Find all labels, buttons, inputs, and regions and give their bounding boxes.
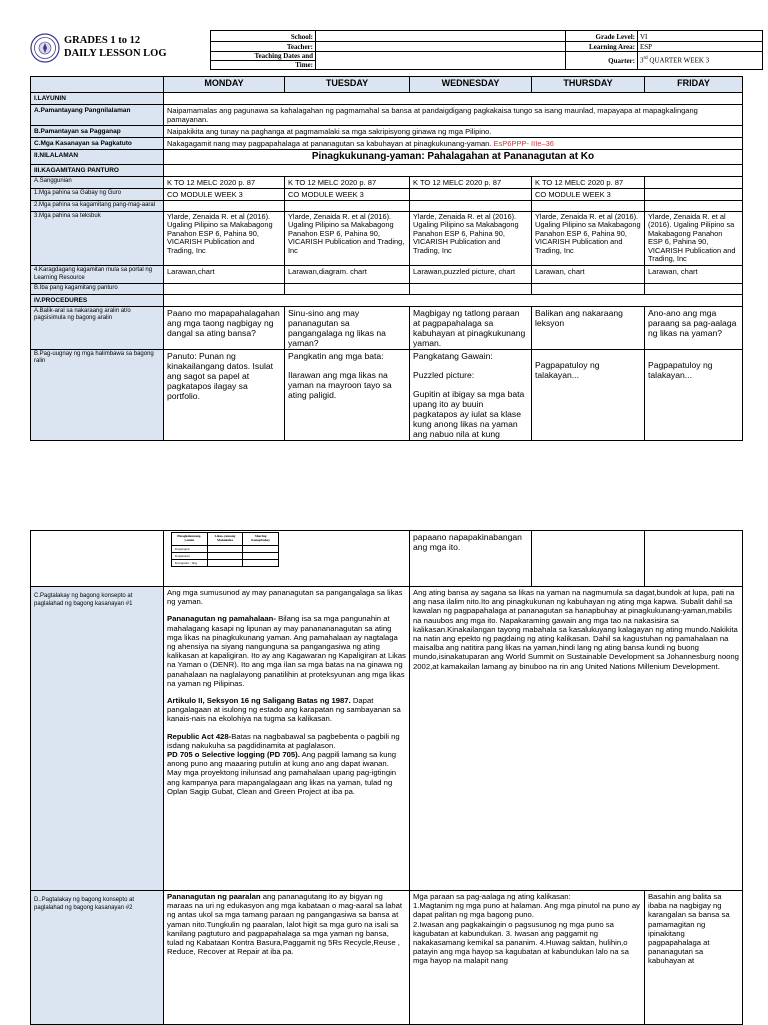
title-line-2: DAILY LESSON LOG <box>64 48 167 59</box>
lesson-table-continued <box>30 530 743 1025</box>
karagdagang-wed: Larawan,puzzled picture, chart <box>410 266 532 284</box>
pamantayang-label: A.Pamantayang Pangnilalaman <box>31 105 164 126</box>
dates-label: Teaching Dates and <box>211 52 316 61</box>
pag-uugnay-wed <box>410 349 532 440</box>
day-tuesday: TUESDAY <box>285 77 410 93</box>
grade-level-value: VI <box>638 31 763 42</box>
title-line-1: GRADES 1 to 12 <box>64 35 141 46</box>
pd-text: Ang pagpili lamang sa kung anong puno ang maaaring putulin at kung ano ang dapat iwanan. <box>167 750 397 769</box>
kasanayan-row <box>31 138 743 150</box>
school-label: School: <box>211 31 316 42</box>
sanggunian-thu: K TO 12 MELC 2020 p. 87 <box>532 177 645 189</box>
gabay-label: 1.Mga pahina sa Gabay ng Guro <box>31 189 164 201</box>
procedures-label: IV.PROCEDURES <box>31 294 164 306</box>
nilalaman-label: II.NILALAMAN <box>31 150 164 165</box>
day-thursday: THURSDAY <box>532 77 645 93</box>
page-two <box>0 530 768 1024</box>
iba-wed <box>410 284 532 295</box>
pagtalakay1-intro: Ang mga sumusunod ay may pananagutan sa pangangalaga sa likas ng yaman. <box>167 588 403 607</box>
mini-row-3: Karagatan / Ilog <box>172 560 208 567</box>
pamahalaan-title: Pananagutan ng pamahalaan- <box>167 614 276 624</box>
teacher-field <box>316 41 566 52</box>
page-gap <box>0 476 768 530</box>
procedures-row <box>31 294 743 306</box>
mag-aaral-label: 2.Mga pahina sa kagamitang pang-mag-aaral <box>31 201 164 212</box>
quarter-number: 3 <box>640 56 644 65</box>
document-title <box>64 34 167 60</box>
school-field <box>316 31 566 42</box>
gabay-fri <box>645 189 743 201</box>
balik-mon: Paano mo mapapahalagahan ang mga taong nagbigay ng dangal sa ating bansa? <box>164 306 285 349</box>
day-monday: MONDAY <box>164 77 285 93</box>
learning-area-label: Learning Area: <box>566 41 638 52</box>
karagdagang-thu: Larawan, chart <box>532 266 645 284</box>
balik-row <box>31 306 743 349</box>
nilalaman-topic: Pinagkukunang-yaman: Pahalagahan at Pananagutan at Ko <box>164 150 743 165</box>
balik-fri: Ano-ano ang mga paraang sa pag-aalaga ng likas na yaman? <box>645 306 743 349</box>
day-friday: FRIDAY <box>645 77 743 93</box>
header-info-grid <box>210 30 763 70</box>
header <box>30 30 742 72</box>
continued-label <box>31 531 164 587</box>
sanggunian-row <box>31 177 743 189</box>
sanggunian-mon: K TO 12 MELC 2020 p. 87 <box>164 177 285 189</box>
quarter-text: QUARTER WEEK 3 <box>647 56 710 65</box>
balik-tue: Sinu-sino ang may pananagutan sa pangangalaga ng likas na yaman? <box>285 306 410 349</box>
teksbuk-label: 3.Mga pahina sa teksbuk <box>31 211 164 266</box>
teacher-label: Teacher: <box>211 41 316 52</box>
day-wednesday: WEDNESDAY <box>410 77 532 93</box>
pagganap-text: Naipakikita ang tunay na paghanga at pagmamalaki sa mga sakripisyong ginawa ng mga Pilipino. <box>164 126 743 138</box>
teksbuk-mon: Ylarde, Zenaida R. et al (2016). Ugaling Pilipino sa Makabagong Panahon ESP 6, Pahina 90, VICARISH Publication and Trading, Inc <box>164 211 285 266</box>
pagtalakay2-label: D..Pagtalakay ng bagong konsepto at paglalahad ng bagong kasanayan #2 <box>31 891 164 1025</box>
artikulo-title: Artikulo II, Seksyon 16 ng Saligang Batas ng 1987. <box>167 696 351 706</box>
continued-wednesday: papaano napapakinabangan ang mga ito. <box>410 531 532 587</box>
kagamitan-label: III.KAGAMITANG PANTURO <box>31 165 164 177</box>
pagtalakay1-row <box>31 587 743 891</box>
iba-row <box>31 284 743 295</box>
karagdagang-row <box>31 266 743 284</box>
procedures-cell <box>164 294 743 306</box>
pamantayang-text: Naipamamalas ang pagunawa sa kahalagahan ng pagmamahal sa bansa at pandaigdigang pagkakaisa tungo sa isang maunlad, mapayapa at mapagkalingang pamayanan. <box>164 105 743 126</box>
kagamitan-cell <box>164 165 743 177</box>
kasanayan-cell <box>164 138 743 150</box>
pagtalakay1-right: Ang ating bansa ay sagana sa likas na yaman na nagmumula sa dagat,bundok at lupa, pati na ang nasa ilalim nito.Ito ang pinagkukunan ng kabuhayan ng ating mga kapwa. Subalit dahil sa kawalan ng pagpapahalaga at pananagutan sa hanapbuhay at pinagkukunang-yaman,mabilis na nauubos ang mga ito. Napakaraming gawain ang mga tao na nakasisira sa kalikasan.Kinakailangan tayong mabahala sa kasalukuyang kalagayan ng ating mundo.Nakikita na natin ang epekto ng pagdaing ng ating kalikasan. Dahil sa kagustuhan ng pamahalaan na maisalba ang natitira pang likas na yaman,hindi lang ng ating bansa kundi ng buong mundo,isinakatuparan ang World Summit on Sustainable Development sa Johannesburg noong 2002,at kamakailan lamang ay binuboo na rin ang United Nations Millenium Development. <box>410 587 743 891</box>
teksbuk-row <box>31 211 743 266</box>
pag-uugnay-mon: Panuto: Punan ng kinakailangang datos. Isulat ang sagot sa papel at pagkatapos ilagay sa portfolio. <box>164 349 285 440</box>
gabay-thu: CO MODULE WEEK 3 <box>532 189 645 201</box>
corner-cell <box>31 77 164 93</box>
iba-label: B.Iba pang kagamitang panturo <box>31 284 164 295</box>
day-header-row <box>31 77 743 93</box>
mini-header-2: Likas-yamang Makukuha <box>207 533 243 546</box>
mini-header-3: Sharing Kanapbuhay <box>243 533 279 546</box>
pagganap-label: B.Pamantayan sa Pagganap <box>31 126 164 138</box>
sanggunian-fri <box>645 177 743 189</box>
paaralan-title: Pananagutan ng paaralan <box>167 892 261 901</box>
layunin-row <box>31 93 743 105</box>
mag-aaral-tue <box>285 201 410 212</box>
kasanayan-code: EsP6PPP- IIIe–36 <box>493 139 554 148</box>
pag-uugnay-wed-line2: Puzzled picture: <box>413 369 475 380</box>
balik-thu: Balikan ang nakaraang leksyon <box>532 306 645 349</box>
paaralan-text: ang pananagutang ito ay bigyan ng maraas na uri ng edukasyon ang mga kabataan o mag-aaral sa lahat ng antas ukol sa mga tamang paraan ng pangangasiwa sa bansa at yaman nito.Tungkulin ng paaralan, lalot higit sa mga guro na isali sa kanilang pagtuturo and pagpapahalaga sa mga yaman ng bansa, tulad ng Kabataan Kontra Basura,Paggamit ng 5Rs Recycle,Reuse , Reduce, Recover at Repair at iba pa. <box>167 892 403 957</box>
ra-title: Republic Act 428- <box>167 731 232 741</box>
mag-aaral-wed <box>410 201 532 212</box>
pagtalakay1-left <box>164 587 410 891</box>
pag-uugnay-tue-line1: Pangkatin ang mga bata: <box>288 350 384 361</box>
artikulo-paragraph <box>167 696 406 724</box>
gabay-wed <box>410 189 532 201</box>
kasanayan-label: C.Mga Kasanayan sa Pagkatuto <box>31 138 164 150</box>
mag-aaral-mon <box>164 201 285 212</box>
pag-uugnay-thu-text: Pagpapatuloy ng talakayan... <box>535 359 600 380</box>
pd-paragraph <box>167 750 406 768</box>
continued-thursday <box>532 531 645 587</box>
pag-uugnay-thu <box>532 349 645 440</box>
pamahalaan-text: Bilang isa sa mga pangunahin at mahalagang kasapi ng lipunan ay may pananananagutan sa ating mga likas na pinagkukunang yaman. Ang pamahalaan ay nagtalaga ng ahensiya na siyang nangunguna sa pangangasiwa ng ating kalikasan at kapaligiran. Ito ay ang Kagawaran ng Kapaligiran at Likas na Yaman o (DENR). Ito ang mga ilan sa mga batas na na ginawa ng panahalaan na naglalayong panatilihin at proteksyunan ang mga likas na yaman ng Pilipinas. <box>167 614 406 688</box>
sanggunian-label: A.Sanggunian <box>31 177 164 189</box>
pamahalaan-paragraph <box>167 614 406 688</box>
learning-area-value: ESP <box>638 41 763 52</box>
pag-uugnay-fri-text: Pagpapatuloy ng talakayan... <box>648 359 713 380</box>
mag-aaral-fri <box>645 201 743 212</box>
mag-aaral-row <box>31 201 743 212</box>
balik-label: A.Balik-aral sa nakaraang aralin at/o pagsisimula ng bagong aralin <box>31 306 164 349</box>
gabay-mon: CO MODULE WEEK 3 <box>164 189 285 201</box>
pagtalakay1-label: C.Pagtalakay ng bagong konsepto at paglalahad ng bagong kasanayan #1 <box>31 587 164 891</box>
page-one <box>0 0 768 476</box>
gabay-tue: CO MODULE WEEK 3 <box>285 189 410 201</box>
layunin-label: I.LAYUNIN <box>31 93 164 105</box>
pag-uugnay-tue-line2: Ilarawan ang mga likas na yaman na mayroon tayo sa ating paligid. <box>288 369 392 400</box>
quarter-value <box>638 52 763 70</box>
friday-balita: Basahin ang balita sa ibaba na nagbigay ng karangalan sa bansa sa pamamagitan ng ipinakitang pagpapahalaga at pananagutan sa kabuhayan at <box>645 891 743 1025</box>
artikulo-text: Dapat pangalagaan at isulong ng estado ang karapatan ng sambayanan sa kanais-nais na ekolohiya na tugma sa kalikasan. <box>167 696 401 724</box>
pagtalakay2-row <box>31 891 743 1025</box>
gabay-row <box>31 189 743 201</box>
deped-seal-icon <box>30 33 60 63</box>
balik-wed: Magbigay ng tatlong paraan at pagpapahalaga sa kabuhayan at pinagkukunang yaman. <box>410 306 532 349</box>
ra-paragraph <box>167 732 406 750</box>
iba-mon <box>164 284 285 295</box>
quarter-label: Quarter: <box>566 52 638 70</box>
dates-field <box>316 52 566 70</box>
pag-uugnay-row <box>31 349 743 440</box>
kagamitan-row <box>31 165 743 177</box>
sanggunian-wed: K TO 12 MELC 2020 p. 87 <box>410 177 532 189</box>
continued-friday <box>645 531 743 587</box>
layunin-cell <box>164 93 743 105</box>
time-label: Time: <box>211 61 316 70</box>
quarter-suffix: rd <box>643 56 648 62</box>
pagganap-row <box>31 126 743 138</box>
iba-tue <box>285 284 410 295</box>
paraan-list: Mga paraan sa pag-aalaga ng ating kalikasan: 1.Magtanim ng mga puno at halaman. Ang mga pinutol na puno ay dapat palitan ng mga bagong puno. 2.Iwasan ang pagkakaingin o pagsusunog ng mga puno sa kagubatan at kabundukan. 3. Iwasan ang paggamit ng nakakasamang kemikal sa pananim. 4.Huwag saktan, hulihin,o patayin ang mga hayop sa kagubatan at kabundukan lalo na sa mga hayop na malapit nang <box>410 891 645 1025</box>
continued-row <box>31 531 743 587</box>
pag-uugnay-wed-line1: Pangkatang Gawain: <box>413 350 493 361</box>
teksbuk-wed: Ylarde, Zenaida R. et al (2016). Ugaling Pilipino sa Makabagong Panahon ESP 6, Pahina 90, VICARISH Publication and Trading, Inc <box>410 211 532 266</box>
proyekto-paragraph: May mga proyektong inilunsad ang pamahalaan upang pag-igtingin ang kampanya para mapangalagaan ang likas na yaman, tulad ng Oplan Sagip Gubat, Clean and Green Project at iba pa. <box>167 768 397 796</box>
lesson-table <box>30 76 743 441</box>
pamantayang-row <box>31 105 743 126</box>
iba-thu <box>532 284 645 295</box>
mag-aaral-thu <box>532 201 645 212</box>
pag-uugnay-fri <box>645 349 743 440</box>
karagdagang-mon: Larawan,chart <box>164 266 285 284</box>
karagdagang-tue: Larawan,diagram. chart <box>285 266 410 284</box>
karagdagang-label: 4.Karagdagang kagamitan mula sa portal ng Learning Resource <box>31 266 164 284</box>
grade-level-label: Grade Level: <box>566 31 638 42</box>
pd-title: PD 705 o Selective logging (PD 705). <box>167 750 300 760</box>
nilalaman-row <box>31 150 743 165</box>
resource-mini-table <box>171 532 279 567</box>
iba-fri <box>645 284 743 295</box>
mini-row-2: Kagubatan <box>172 553 208 560</box>
pag-uugnay-wed-line3: Gupitin at ibigay sa mga bata upang ito ay buuin pagkatapos ay iulat sa klase kung anong likas na yaman ang nabuo nila at kung <box>413 388 525 439</box>
ra-text: Batas na nagbabawal sa pagbebenta o pagbili ng isdang nakukuha sa pagdidinamita at paglalason. <box>167 731 400 750</box>
pag-uugnay-label: B.Pag-uugnay ng mga halimbawa sa bagong ralin <box>31 349 164 440</box>
teksbuk-thu: Ylarde, Zenaida R. et al (2016). Ugaling Pilipino sa Makabagong Panahon ESP 6, Pahina 90, VICARISH Publication and Trading, Inc <box>532 211 645 266</box>
karagdagang-fri: Larawan, chart <box>645 266 743 284</box>
mini-row-1: Kapatagan <box>172 546 208 553</box>
pagtalakay2-left <box>164 891 410 1025</box>
teksbuk-tue: Ylarde, Zenaida R. et al (2016). Ugaling Pilipino sa Makabagong Panahon ESP 6, Pahina 90, VICARISH Publication and Trading, Inc <box>285 211 410 266</box>
sanggunian-tue: K TO 12 MELC 2020 p. 87 <box>285 177 410 189</box>
kasanayan-text: Nakagagamit nang may pagpapahalaga at pananagutan sa kabuhayan at pinagkukunang-yaman. <box>167 139 492 148</box>
teksbuk-fri: Ylarde, Zenaida R. et al (2016). Ugaling Pilipino sa Makabagong Panahon ESP 6, Pahina 90, VICARISH Publication and Trading, Inc <box>645 211 743 266</box>
pag-uugnay-tue <box>285 349 410 440</box>
continued-monday <box>164 531 410 587</box>
mini-header-1: Pinagkukunang-yaman <box>172 533 208 546</box>
